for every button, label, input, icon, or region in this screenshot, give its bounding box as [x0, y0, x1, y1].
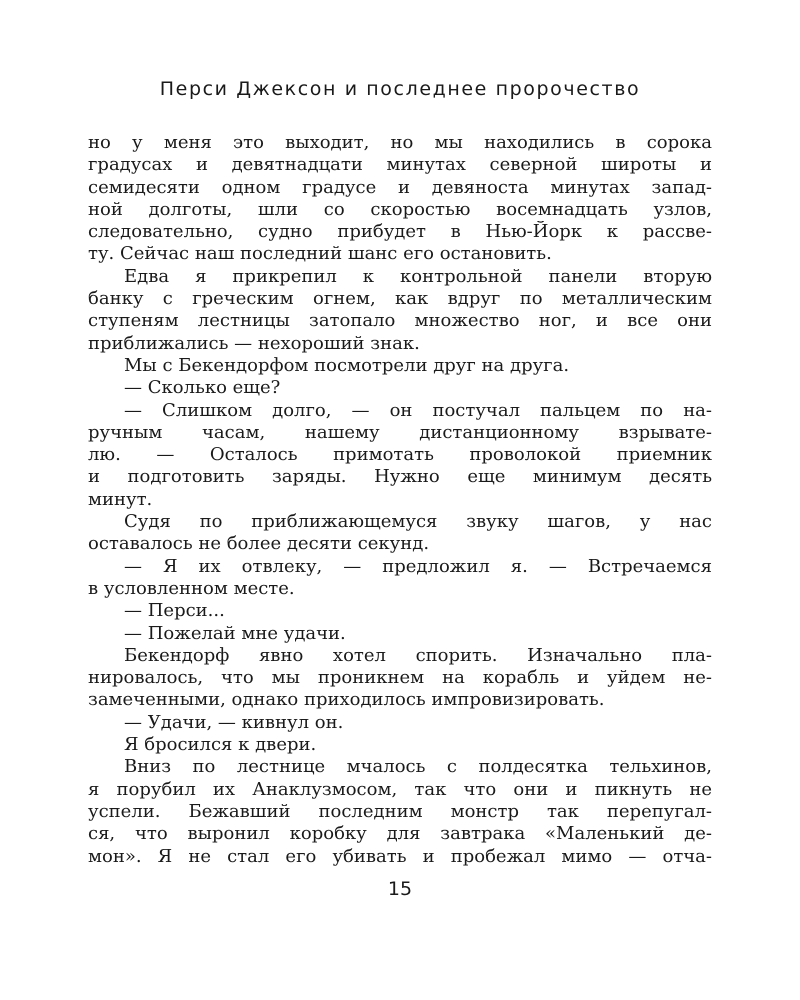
text-line: — Перси... — [124, 600, 225, 622]
text-line: успели. Бежавший последним монстр так перепугал- — [88, 800, 712, 822]
text-line: следовательно, судно прибудет в Нью-Йорк к рассве- — [88, 221, 712, 243]
text-line: я порубил их Анаклузмосом, так что они и пикнуть не — [88, 778, 712, 800]
text-line: Я бросился к двери. — [124, 734, 317, 756]
text-line: оставалось не более десяти секунд. — [88, 533, 430, 555]
text-line: — Пожелай мне удачи. — [124, 622, 346, 644]
text-line: Мы с Бекендорфом посмотрели друг на друга. — [124, 354, 570, 376]
text-line: банку с греческим огнем, как вдруг по металлическим — [88, 288, 712, 310]
page-number: 15 — [387, 878, 413, 900]
text-line: мон». Я не стал его убивать и пробежал мимо — отча- — [88, 845, 712, 867]
text-line: — Я их отвлеку, — предложил я. — Встречаемся — [124, 555, 712, 577]
text-line: градусах и девятнадцати минутах северной широты и — [88, 154, 712, 176]
text-line: и подготовить заряды. Нужно еще минимум десять — [88, 466, 712, 488]
text-line: но у меня это выходит, но мы находились в сорока — [88, 132, 712, 153]
text-line: — Слишком долго, — он постучал пальцем по на- — [124, 399, 712, 421]
text-line: приближались — нехороший знак. — [88, 332, 420, 354]
text-line: Вниз по лестнице мчалось с полдесятка тельхинов, — [124, 756, 712, 778]
text-line: нировалось, что мы проникнем на корабль и уйдем не- — [88, 667, 712, 689]
text-line: ступеням лестницы затопало множество ног, и все они — [88, 310, 712, 332]
text-line: семидесяти одном градусе и девяноста минутах запад- — [88, 176, 712, 198]
text-line: — Сколько еще? — [124, 377, 281, 399]
text-line: — Удачи, — кивнул он. — [124, 711, 344, 733]
text-line: Бекендорф явно хотел спорить. Изначально пла- — [124, 644, 712, 666]
body-text — [88, 132, 712, 868]
text-line: ся, что выронил коробку для завтрака «Маленький де- — [88, 823, 712, 845]
text-line: Судя по приближающемуся звуку шагов, у нас — [124, 511, 712, 533]
text-line: минут. — [88, 488, 153, 510]
text-line: в условленном месте. — [88, 577, 295, 599]
running-title: Перси Джексон и последнее пророчество — [159, 78, 641, 100]
text-line: лю. — Осталось примотать проволокой приемник — [88, 444, 712, 466]
text-line: замеченными, однако приходилось импровизировать. — [88, 689, 605, 711]
text-line: Едва я прикрепил к контрольной панели вторую — [124, 265, 712, 287]
text-line: ту. Сейчас наш последний шанс его остановить. — [88, 243, 552, 265]
text-line: ной долготы, шли со скоростью восемнадцать узлов, — [88, 198, 712, 220]
text-line: ручным часам, нашему дистанционному взрывате- — [88, 421, 712, 443]
